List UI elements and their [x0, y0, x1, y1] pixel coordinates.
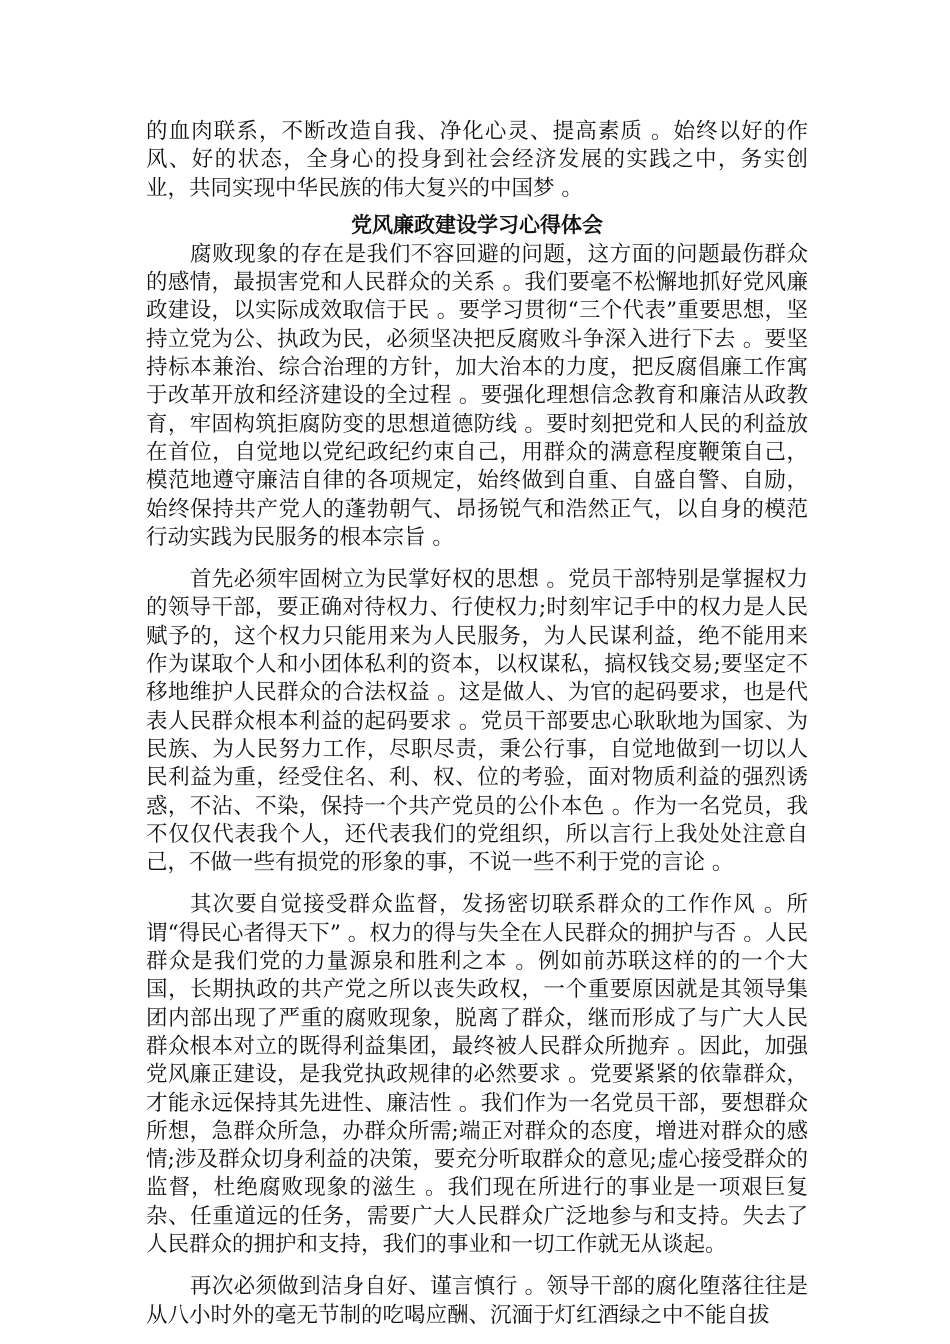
- body-paragraph-4: 再次必须做到洁身自好、谨言慎行 。领导干部的腐化堕落往往是从八小时外的毫无节制的吃喝应酬、沉湎于灯红酒绿之中不能自拔: [146, 1274, 808, 1328]
- body-paragraph-3: 其次要自觉接受群众监督，发扬密切联系群众的工作作风 。所谓“得民心者得天下” 。权力的得与失全在人民群众的拥护与否 。人民群众是我们党的力量源泉和胜利之本 。例如前苏联这样的的一个大国，长期执政的共产党之所以丧失政权，一个重要原因就是其领导集团内部出现了严重的腐败现象，脱离了群众，继而形成了与广大人民群众根本对立的既得利益集团，最终被人民群众所抛弃 。因此，加强党风廉正建设，是我党执政规律的必然要求 。党要紧紧的依靠群众，才能永远保持其先进性、廉洁性 。我们作为一名党员干部，要想群众所想，急群众所急，办群众所需;端正对群众的态度，增进对群众的感情;涉及群众切身利益的决策，要充分听取群众的意见;虚心接受群众的监督，杜绝腐败现象的滋生 。我们现在所进行的事业是一项艰巨复杂、任重道远的任务，需要广大人民群众广泛地参与和支持。失去了人民群众的拥护和支持，我们的事业和一切工作就无从谈起。: [146, 892, 808, 1257]
- body-paragraph-2: 首先必须牢固树立为民掌好权的思想 。党员干部特别是掌握权力的领导干部，要正确对待权力、行使权力;时刻牢记手中的权力是人民赋予的，这个权力只能用来为人民服务，为人民谋利益，绝不能用来作为谋取个人和小团体私利的资本，以权谋私，搞权钱交易;要坚定不移地维护人民群众的合法权益 。这是做人、为官的起码要求，也是代表人民群众根本利益的起码要求 。党员干部要忠心耿耿地为国家、为民族、为人民努力工作，尽职尽责，秉公行事，自觉地做到一切以人民利益为重，经受住名、利、权、位的考验，面对物质利益的强烈诱惑，不沾、不染，保持一个共产党员的公仆本色 。作为一名党员，我不仅仅代表我个人，还代表我们的党组织，所以言行上我处处注意自己，不做一些有损党的形象的事，不说一些不利于党的言论 。: [146, 567, 808, 876]
- document-body: [146, 118, 808, 1330]
- document-title: 党风廉政建设学习心得体会: [351, 212, 603, 237]
- body-paragraph-1: 腐败现象的存在是我们不容回避的问题，这方面的问题最伤群众的感情，最损害党和人民群众的关系 。我们要毫不松懈地抓好党风廉政建设，以实际成效取信于民 。要学习贯彻“三个代表”重要思想，坚持立党为公、执政为民，必须坚决把反腐败斗争深入进行下去 。要坚持标本兼治、综合治理的方针，加大治本的力度，把反腐倡廉工作寓于改革开放和经济建设的全过程 。要强化理想信念教育和廉洁从政教育，牢固构筑拒腐防变的思想道德防线 。要时刻把党和人民的利益放在首位，自觉地以党纪政纪约束自己，用群众的满意程度鞭策自己，模范地遵守廉洁自律的各项规定，始终做到自重、自盛自警、自励，始终保持共产党人的蓬勃朝气、昂扬锐气和浩然正气，以自身的模范行动实践为民服务的根本宗旨 。: [146, 241, 808, 550]
- intro-paragraph: 的血肉联系，不断改造自我、净化心灵、提高素质 。始终以好的作风、好的状态，全身心的投身到社会经济发展的实践之中，务实创业，共同实现中华民族的伟大复兴的中国梦 。: [146, 119, 808, 201]
